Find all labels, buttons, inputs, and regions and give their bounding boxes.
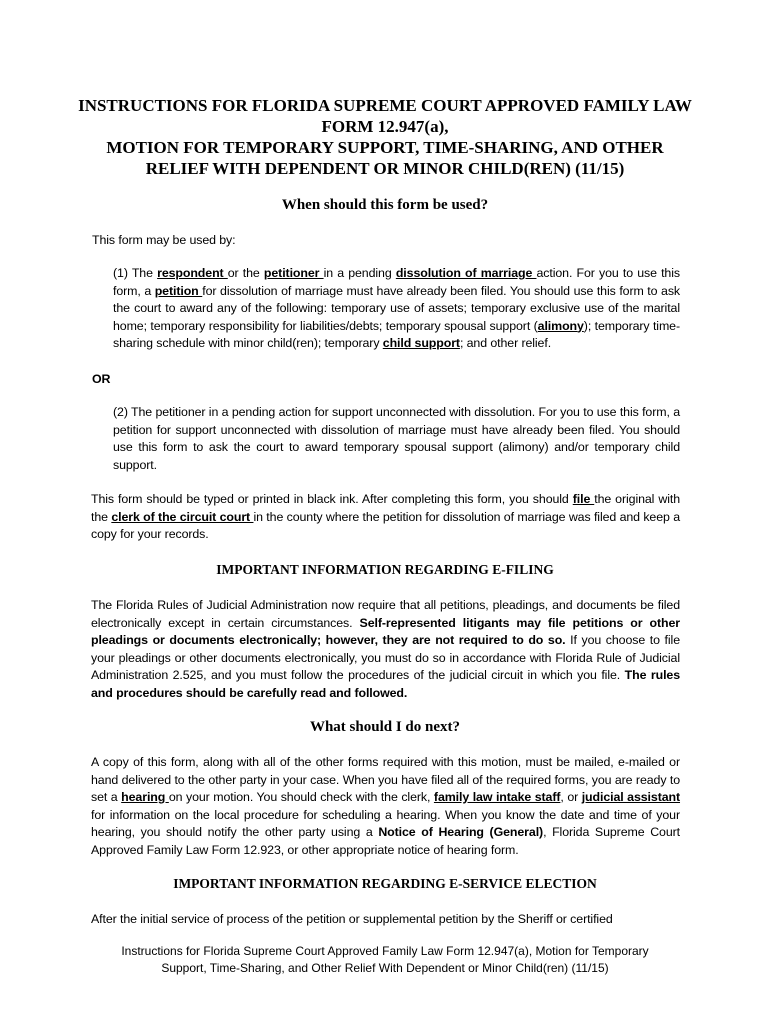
bold-text: Notice of Hearing (General) bbox=[378, 825, 544, 839]
usage-item-2: (2) The petitioner in a pending action for support unconnected with dissolution. For you to use this form, a petition for support unconnected with dissolution of marriage must have already been filed. You should use this form to ask the court to award temporary spousal support (alimony) and/or temporary child support. bbox=[113, 405, 680, 472]
text-run: for information on the local procedure for scheduling a hearing. When you know the date and time of your hearing, you should notify the other party using a bbox=[91, 807, 680, 839]
text-run: or the bbox=[227, 266, 264, 280]
glossary-link-alimony[interactable]: alimony bbox=[537, 318, 584, 333]
text-run: the original with the bbox=[91, 492, 680, 524]
glossary-link-judicial-assistant[interactable]: judicial assistant bbox=[581, 790, 681, 804]
text-run: , Florida Supreme Court Approved Family Law Form 12.923, or other appropriate notice of hearing form. bbox=[91, 825, 680, 857]
section-heading-when: When should this form be used? bbox=[281, 197, 489, 213]
title-line: FORM 12.947(a), bbox=[321, 117, 449, 136]
glossary-link-hearing[interactable]: hearing bbox=[121, 790, 169, 804]
page-footer bbox=[60, 943, 710, 977]
bold-text: Self-represented litigants may file petitions or other pleadings or documents electronically; however, they are not required to do so. bbox=[91, 615, 680, 647]
filing-instructions bbox=[91, 491, 680, 544]
text-run: ; and other relief. bbox=[459, 336, 552, 350]
or-label: OR bbox=[92, 372, 111, 386]
text-run: This form should be typed or printed in black ink. After completing this form, you should bbox=[91, 492, 573, 506]
glossary-link-family-law-intake-staff[interactable]: family law intake staff bbox=[433, 790, 561, 804]
title-line: INSTRUCTIONS FOR FLORIDA SUPREME COURT APPROVED FAMILY LAW bbox=[78, 96, 692, 115]
glossary-link-respondent[interactable]: respondent bbox=[157, 266, 228, 280]
section-heading-eservice: IMPORTANT INFORMATION REGARDING E-SERVICE ELECTION bbox=[173, 876, 597, 891]
glossary-link-clerk-of-circuit-court[interactable]: clerk of the circuit court bbox=[111, 509, 254, 524]
title-line: RELIEF WITH DEPENDENT OR MINOR CHILD(REN) (11/15) bbox=[145, 159, 625, 178]
section-heading-next: What should I do next? bbox=[309, 719, 461, 735]
glossary-link-child-support[interactable]: child support bbox=[382, 336, 460, 350]
usage-item-1 bbox=[113, 265, 680, 353]
glossary-link-dissolution-of-marriage[interactable]: dissolution of marriage bbox=[395, 266, 537, 280]
efiling-text bbox=[91, 597, 680, 702]
text-run: for dissolution of marriage must have already been filed. You should use this form to ask the court to award any of the following: temporary use of assets; temporary exclusive use of the marital home; temporary responsibility for liabilities/debts; temporary spousal support ( bbox=[113, 283, 681, 333]
section-heading-efiling: IMPORTANT INFORMATION REGARDING E-FILING bbox=[216, 562, 554, 577]
footer-line: Support, Time-Sharing, and Other Relief With Dependent or Minor Child(ren) (11/15) bbox=[161, 961, 609, 975]
intro-text: This form may be used by: bbox=[92, 233, 236, 247]
text-run: in the county where the petition for dissolution of marriage was filed and keep a copy for your records. bbox=[91, 509, 680, 541]
glossary-link-file[interactable]: file bbox=[572, 492, 595, 506]
text-run: , or bbox=[560, 790, 582, 804]
text-run: in a pending bbox=[323, 266, 396, 280]
glossary-link-petition[interactable]: petition bbox=[154, 283, 203, 298]
glossary-link-petitioner[interactable]: petitioner bbox=[263, 266, 324, 280]
footer-line: Instructions for Florida Supreme Court Approved Family Law Form 12.947(a), Motion for Temporary bbox=[121, 944, 649, 958]
eservice-text: After the initial service of process of the petition or supplemental petition by the Sheriff or certified bbox=[91, 912, 613, 926]
next-steps-text bbox=[91, 754, 680, 859]
text-run: A copy of this form, along with all of the other forms required with this motion, must be mailed, e-mailed or hand delivered to the other party in your case. When you have filed all of the required forms, you are ready to set a bbox=[91, 755, 680, 804]
bold-text: The rules and procedures should be carefully read and followed. bbox=[91, 668, 681, 700]
text-run: (1) The bbox=[113, 266, 158, 280]
text-run: action. For you to use this form, a bbox=[113, 266, 680, 298]
text-run: If you choose to file your pleadings or other documents electronically, you must do so in accordance with Florida Rule of Judicial Administration 2.525, and you must follow the procedures of the judicial circuit in which you file. bbox=[91, 633, 680, 682]
text-run: The Florida Rules of Judicial Administration now require that all petitions, pleadings, and documents be filed electronically except in certain circumstances. bbox=[91, 598, 680, 630]
document-title bbox=[60, 95, 710, 179]
text-run: on your motion. You should check with the clerk, bbox=[168, 790, 434, 804]
text-run: ); temporary time-sharing schedule with minor child(ren); temporary bbox=[113, 318, 681, 350]
title-line: MOTION FOR TEMPORARY SUPPORT, TIME-SHARING, AND OTHER bbox=[106, 138, 664, 157]
